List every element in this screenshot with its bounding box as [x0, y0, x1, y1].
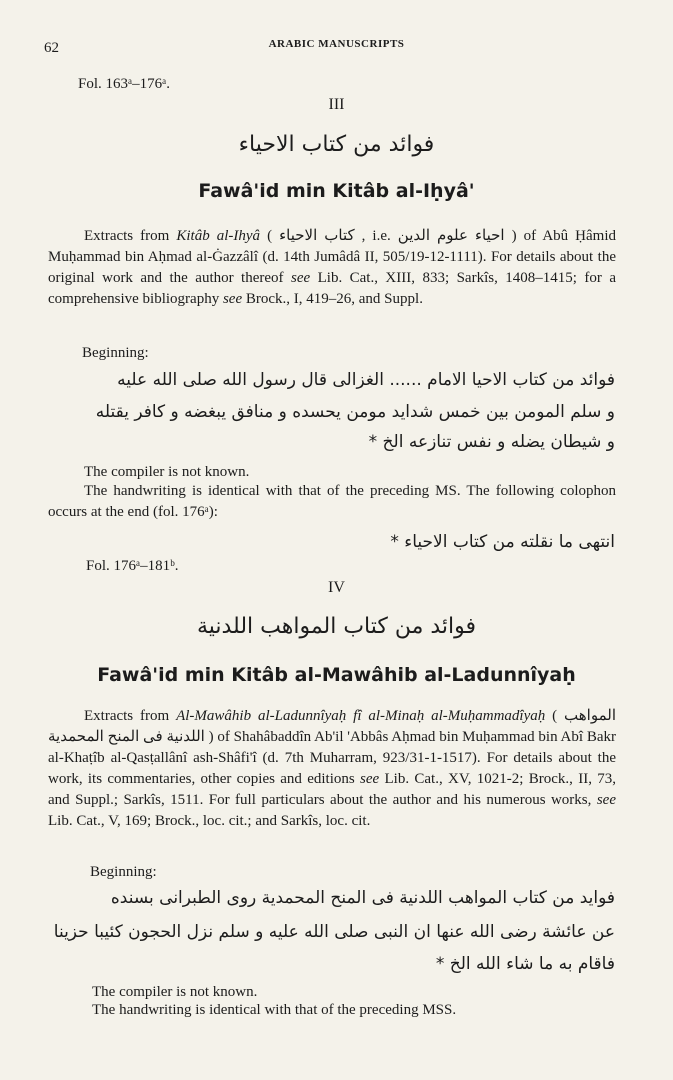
folio-ref-4: Fol. 176ᵃ–181ᵇ. [86, 558, 179, 574]
beginning-line-4-1: فوايد من كتاب المواهب اللدنية فى المنح المحمدية روى الطبرانى بسنده [110, 888, 615, 908]
beginning-line-3-1: فوائد من كتاب الاحيا الامام ...... الغزالى قال رسول الله صلى الله عليه [117, 370, 615, 390]
folio-ref-3: Fol. 163ᵃ–176ᵃ. [78, 76, 170, 92]
handwriting-note-4: The handwriting is identical with that of the preceding MSS. [92, 1002, 457, 1018]
beginning-line-3-2: و سلم المومن بين خمس شدايد مومن يحسده و منافق يبغضه و كافر يقتله [95, 402, 615, 422]
description-3: Extracts from Kitâb al-Ihyâ ( كتاب الاحياء , i.e. احياء علوم الدين ) of Abû Ḥâmid Muḥammad bin Aḥmad al-Ġazzâlî (d. 14th Jumâdâ II, 505/19-12-1111). For details about the original work and the author thereof see Lib. Cat., XIII, 833; Sarkîs, 1408–1415; for a comprehensive bibliography see Brock., I, 419–26, and Suppl. [48, 228, 617, 307]
entry-title-4: Fawâ'id min Kitâb al-Mawâhib al-Ladunnîyaḥ [97, 664, 576, 686]
beginning-line-4-2: عن عائشة رضى الله عنها ان النبى صلى الله عليه و سلم نزل الحجون كئيبا حزينا [53, 922, 615, 942]
compiler-note-4: The compiler is not known. [92, 984, 258, 1000]
entry-title-3: Fawâ'id min Kitâb al-Iḥyâ' [198, 180, 475, 202]
description-4: Extracts from Al-Mawâhib al-Ladunnîyaḥ fî al-Minaḥ al-Muḥammadîyaḥ ( المواهب اللدنية فى المنح المحمدية ) of Shahâbaddîn Ab'il 'Abbâs Aḥmad bin Muḥammad bin Abî Bakr al-Khaṭîb al-Qasṭallânî ash-Shâfi'î (d. 7th Muharram, 923/31-1-1517). For details about the work, its commentaries, other copies and editions see Lib. Cat., XV, 1021-2; Brock., II, 73, and Suppl.; Sarkîs, 1511. For full particulars about the author and his numerous works, see Lib. Cat., V, 169; Brock., loc. cit.; and Sarkîs, loc. cit. [48, 708, 616, 829]
beginning-label-4: Beginning: [90, 864, 157, 880]
entry-number-3: III [328, 96, 345, 113]
page-number: 62 [44, 40, 59, 56]
arabic-title-3: فوائد من كتاب الاحياء [238, 132, 435, 157]
handwriting-note-3: The handwriting is identical with that of the preceding MS. The following colophon occurs at the end (fol. 176ᵃ): [48, 483, 616, 520]
arabic-title-4: فوائد من كتاب المواهب اللدنية [196, 614, 477, 639]
beginning-line-3-3: و شيطان يضله و نفس تنازعه الخ * [368, 432, 615, 452]
colophon-3: انتهى ما نقلته من كتاب الاحياء * [390, 532, 615, 552]
beginning-line-4-3: فاقام به ما شاء الله الخ * [435, 954, 615, 974]
entry-number-4: IV [328, 579, 345, 596]
beginning-label-3: Beginning: [82, 345, 149, 361]
running-title: ARABIC MANUSCRIPTS [268, 38, 405, 50]
compiler-note-3: The compiler is not known. [84, 464, 250, 480]
